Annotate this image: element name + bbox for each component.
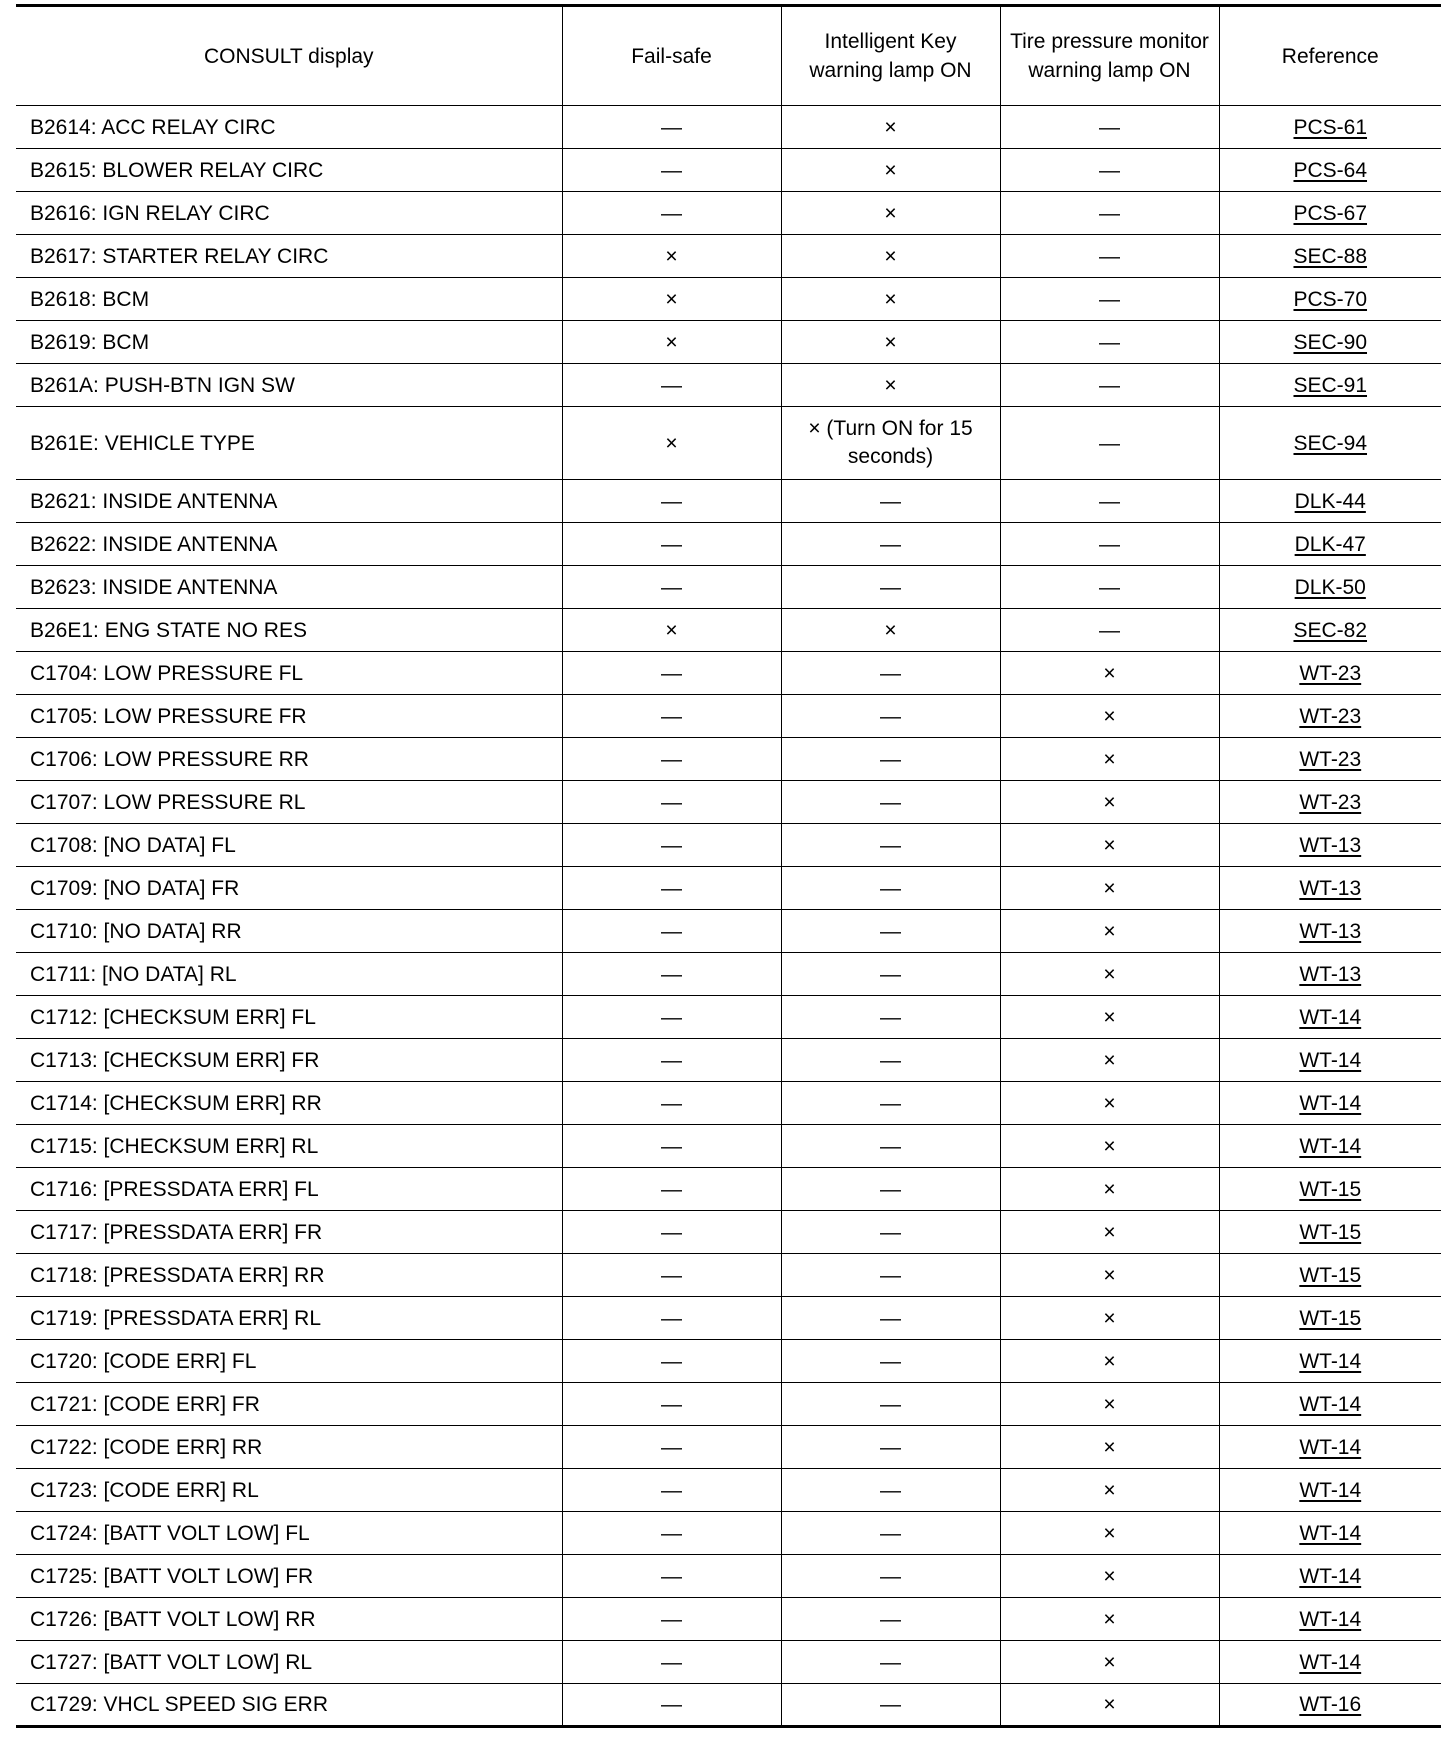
cell-fail-safe: —	[562, 652, 781, 695]
cell-intelligent-key: —	[781, 695, 1000, 738]
cell-reference[interactable]	[1219, 1512, 1441, 1555]
dtc-table	[16, 4, 1441, 1728]
cell-fail-safe: ×	[562, 235, 781, 278]
table-row	[16, 480, 1441, 523]
cell-tire-pressure: ×	[1000, 824, 1219, 867]
cell-tire-pressure: ×	[1000, 1039, 1219, 1082]
cell-tire-pressure: —	[1000, 235, 1219, 278]
cell-tire-pressure: —	[1000, 106, 1219, 149]
cell-consult-display: C1706: LOW PRESSURE RR	[16, 738, 562, 781]
cell-fail-safe: —	[562, 1512, 781, 1555]
table-row	[16, 609, 1441, 652]
table-row	[16, 321, 1441, 364]
table-row	[16, 695, 1441, 738]
cell-tire-pressure: ×	[1000, 1555, 1219, 1598]
cell-intelligent-key: —	[781, 781, 1000, 824]
cell-consult-display: C1729: VHCL SPEED SIG ERR	[16, 1684, 562, 1727]
table-row	[16, 106, 1441, 149]
cell-reference[interactable]	[1219, 1426, 1441, 1469]
cell-intelligent-key: —	[781, 1211, 1000, 1254]
cell-intelligent-key: —	[781, 566, 1000, 609]
cell-reference[interactable]	[1219, 566, 1441, 609]
cell-reference[interactable]	[1219, 480, 1441, 523]
cell-reference[interactable]	[1219, 1555, 1441, 1598]
cell-consult-display: C1723: [CODE ERR] RL	[16, 1469, 562, 1512]
cell-fail-safe: —	[562, 192, 781, 235]
reference-link[interactable]: WT-23	[1299, 747, 1362, 771]
reference-link[interactable]: WT-13	[1299, 833, 1362, 857]
cell-tire-pressure: ×	[1000, 1254, 1219, 1297]
cell-tire-pressure: ×	[1000, 953, 1219, 996]
reference-link[interactable]: WT-14	[1299, 1048, 1362, 1072]
reference-link[interactable]: WT-23	[1299, 704, 1362, 728]
table-row	[16, 1340, 1441, 1383]
reference-link[interactable]: PCS-64	[1293, 158, 1368, 182]
cell-intelligent-key: ×	[781, 106, 1000, 149]
cell-consult-display: C1724: [BATT VOLT LOW] FL	[16, 1512, 562, 1555]
cell-tire-pressure: —	[1000, 523, 1219, 566]
reference-link[interactable]: WT-13	[1299, 962, 1362, 986]
reference-link[interactable]: WT-15	[1299, 1263, 1362, 1287]
cell-intelligent-key: —	[781, 910, 1000, 953]
table-row	[16, 1598, 1441, 1641]
cell-consult-display: C1721: [CODE ERR] FR	[16, 1383, 562, 1426]
table-row	[16, 738, 1441, 781]
reference-link[interactable]: WT-14	[1299, 1435, 1362, 1459]
cell-reference[interactable]	[1219, 652, 1441, 695]
cell-tire-pressure: —	[1000, 407, 1219, 480]
cell-reference[interactable]	[1219, 910, 1441, 953]
cell-fail-safe: —	[562, 149, 781, 192]
header-fail-safe: Fail-safe	[562, 6, 781, 106]
cell-reference[interactable]	[1219, 1684, 1441, 1727]
cell-intelligent-key: —	[781, 824, 1000, 867]
cell-reference[interactable]	[1219, 781, 1441, 824]
cell-consult-display: C1718: [PRESSDATA ERR] RR	[16, 1254, 562, 1297]
cell-tire-pressure: ×	[1000, 910, 1219, 953]
cell-intelligent-key: —	[781, 1512, 1000, 1555]
cell-fail-safe: —	[562, 1555, 781, 1598]
table-row	[16, 781, 1441, 824]
reference-link[interactable]: WT-23	[1299, 661, 1362, 685]
reference-link[interactable]: WT-13	[1299, 919, 1362, 943]
reference-link[interactable]: DLK-44	[1294, 489, 1366, 513]
reference-link[interactable]: WT-14	[1299, 1349, 1362, 1373]
cell-reference[interactable]	[1219, 695, 1441, 738]
cell-consult-display: C1717: [PRESSDATA ERR] FR	[16, 1211, 562, 1254]
cell-fail-safe: —	[562, 1598, 781, 1641]
table-row	[16, 996, 1441, 1039]
cell-reference[interactable]	[1219, 1082, 1441, 1125]
table-row	[16, 235, 1441, 278]
reference-link[interactable]: WT-14	[1299, 1392, 1362, 1416]
header-intelligent-key: Intelligent Key warning lamp ON	[781, 6, 1000, 106]
table-row	[16, 149, 1441, 192]
cell-intelligent-key: —	[781, 996, 1000, 1039]
cell-reference[interactable]	[1219, 278, 1441, 321]
cell-reference[interactable]	[1219, 1039, 1441, 1082]
cell-intelligent-key: —	[781, 1340, 1000, 1383]
cell-intelligent-key: —	[781, 1297, 1000, 1340]
cell-intelligent-key: × (Turn ON for 15 seconds)	[781, 407, 1000, 480]
cell-fail-safe: —	[562, 1039, 781, 1082]
cell-reference[interactable]	[1219, 996, 1441, 1039]
cell-tire-pressure: ×	[1000, 781, 1219, 824]
cell-reference[interactable]	[1219, 192, 1441, 235]
cell-consult-display: B2619: BCM	[16, 321, 562, 364]
cell-reference[interactable]	[1219, 1469, 1441, 1512]
table-row	[16, 1383, 1441, 1426]
cell-tire-pressure: ×	[1000, 1211, 1219, 1254]
cell-tire-pressure: —	[1000, 364, 1219, 407]
cell-fail-safe: ×	[562, 609, 781, 652]
cell-fail-safe: ×	[562, 278, 781, 321]
cell-tire-pressure: ×	[1000, 738, 1219, 781]
table-row	[16, 278, 1441, 321]
cell-tire-pressure: ×	[1000, 695, 1219, 738]
table-row	[16, 523, 1441, 566]
cell-consult-display: B2614: ACC RELAY CIRC	[16, 106, 562, 149]
cell-consult-display: C1711: [NO DATA] RL	[16, 953, 562, 996]
cell-tire-pressure: ×	[1000, 1598, 1219, 1641]
cell-reference[interactable]	[1219, 1340, 1441, 1383]
cell-fail-safe: —	[562, 1082, 781, 1125]
reference-link[interactable]: WT-14	[1299, 1091, 1362, 1115]
reference-link[interactable]: PCS-70	[1293, 287, 1368, 311]
cell-intelligent-key: —	[781, 1684, 1000, 1727]
cell-consult-display: B2622: INSIDE ANTENNA	[16, 523, 562, 566]
cell-intelligent-key: —	[781, 1641, 1000, 1684]
table-row	[16, 1254, 1441, 1297]
table-row	[16, 867, 1441, 910]
table-row	[16, 192, 1441, 235]
header-reference: Reference	[1219, 6, 1441, 106]
cell-consult-display: C1715: [CHECKSUM ERR] RL	[16, 1125, 562, 1168]
cell-intelligent-key: —	[781, 867, 1000, 910]
table-row	[16, 824, 1441, 867]
cell-reference[interactable]	[1219, 1211, 1441, 1254]
cell-consult-display: B26E1: ENG STATE NO RES	[16, 609, 562, 652]
reference-link[interactable]: WT-23	[1299, 790, 1362, 814]
cell-intelligent-key: —	[781, 480, 1000, 523]
cell-tire-pressure: —	[1000, 278, 1219, 321]
cell-tire-pressure: ×	[1000, 1082, 1219, 1125]
reference-link[interactable]: WT-14	[1299, 1521, 1362, 1545]
cell-tire-pressure: ×	[1000, 867, 1219, 910]
cell-fail-safe: —	[562, 910, 781, 953]
table-row	[16, 1426, 1441, 1469]
cell-tire-pressure: —	[1000, 321, 1219, 364]
table-row	[16, 1641, 1441, 1684]
cell-tire-pressure: —	[1000, 480, 1219, 523]
table-row	[16, 1125, 1441, 1168]
cell-fail-safe: —	[562, 1383, 781, 1426]
cell-fail-safe: —	[562, 953, 781, 996]
cell-consult-display: C1719: [PRESSDATA ERR] RL	[16, 1297, 562, 1340]
reference-link[interactable]: WT-14	[1299, 1607, 1362, 1631]
table-row	[16, 652, 1441, 695]
cell-fail-safe: —	[562, 1469, 781, 1512]
reference-link[interactable]: WT-15	[1299, 1220, 1362, 1244]
cell-reference[interactable]	[1219, 1168, 1441, 1211]
cell-consult-display: C1714: [CHECKSUM ERR] RR	[16, 1082, 562, 1125]
cell-intelligent-key: —	[781, 738, 1000, 781]
cell-fail-safe: —	[562, 1684, 781, 1727]
cell-reference[interactable]	[1219, 407, 1441, 480]
cell-tire-pressure: ×	[1000, 1469, 1219, 1512]
cell-consult-display: C1707: LOW PRESSURE RL	[16, 781, 562, 824]
reference-link[interactable]: SEC-88	[1293, 244, 1368, 268]
header-row	[16, 6, 1441, 106]
cell-consult-display: C1710: [NO DATA] RR	[16, 910, 562, 953]
cell-reference[interactable]	[1219, 824, 1441, 867]
cell-consult-display: C1705: LOW PRESSURE FR	[16, 695, 562, 738]
cell-consult-display: C1704: LOW PRESSURE FL	[16, 652, 562, 695]
cell-tire-pressure: ×	[1000, 1426, 1219, 1469]
cell-intelligent-key: ×	[781, 192, 1000, 235]
cell-intelligent-key: ×	[781, 149, 1000, 192]
cell-intelligent-key: ×	[781, 278, 1000, 321]
table-row	[16, 1039, 1441, 1082]
cell-consult-display: C1708: [NO DATA] FL	[16, 824, 562, 867]
cell-reference[interactable]	[1219, 523, 1441, 566]
cell-fail-safe: —	[562, 824, 781, 867]
cell-fail-safe: —	[562, 1168, 781, 1211]
reference-link[interactable]: WT-15	[1299, 1177, 1362, 1201]
cell-intelligent-key: —	[781, 1383, 1000, 1426]
cell-consult-display: C1725: [BATT VOLT LOW] FR	[16, 1555, 562, 1598]
cell-fail-safe: —	[562, 523, 781, 566]
reference-link[interactable]: SEC-91	[1293, 373, 1368, 397]
cell-fail-safe: —	[562, 1211, 781, 1254]
cell-reference[interactable]	[1219, 953, 1441, 996]
cell-fail-safe: —	[562, 1340, 781, 1383]
reference-link[interactable]: DLK-47	[1294, 532, 1366, 556]
cell-reference[interactable]	[1219, 867, 1441, 910]
cell-fail-safe: —	[562, 867, 781, 910]
cell-reference[interactable]	[1219, 106, 1441, 149]
cell-intelligent-key: —	[781, 1254, 1000, 1297]
cell-consult-display: B2621: INSIDE ANTENNA	[16, 480, 562, 523]
cell-tire-pressure: ×	[1000, 1340, 1219, 1383]
cell-reference[interactable]	[1219, 609, 1441, 652]
reference-link[interactable]: DLK-50	[1294, 575, 1366, 599]
header-tire-pressure: Tire pressure monitor warning lamp ON	[1000, 6, 1219, 106]
cell-tire-pressure: ×	[1000, 1383, 1219, 1426]
cell-fail-safe: ×	[562, 407, 781, 480]
cell-intelligent-key: ×	[781, 321, 1000, 364]
cell-consult-display: B261E: VEHICLE TYPE	[16, 407, 562, 480]
cell-consult-display: C1726: [BATT VOLT LOW] RR	[16, 1598, 562, 1641]
reference-link[interactable]: WT-14	[1299, 1564, 1362, 1588]
table-row	[16, 1211, 1441, 1254]
cell-reference[interactable]	[1219, 738, 1441, 781]
cell-fail-safe: —	[562, 996, 781, 1039]
table-row	[16, 364, 1441, 407]
cell-fail-safe: —	[562, 1426, 781, 1469]
cell-tire-pressure: —	[1000, 609, 1219, 652]
cell-fail-safe: —	[562, 781, 781, 824]
table-row	[16, 1297, 1441, 1340]
table-row	[16, 1082, 1441, 1125]
cell-consult-display: C1727: [BATT VOLT LOW] RL	[16, 1641, 562, 1684]
reference-link[interactable]: SEC-90	[1293, 330, 1368, 354]
cell-fail-safe: —	[562, 1641, 781, 1684]
cell-intelligent-key: ×	[781, 364, 1000, 407]
cell-tire-pressure: ×	[1000, 1684, 1219, 1727]
cell-fail-safe: —	[562, 480, 781, 523]
cell-fail-safe: —	[562, 566, 781, 609]
cell-reference[interactable]	[1219, 321, 1441, 364]
reference-link[interactable]: SEC-94	[1293, 431, 1368, 455]
cell-fail-safe: —	[562, 1297, 781, 1340]
cell-reference[interactable]	[1219, 364, 1441, 407]
cell-intelligent-key: —	[781, 1082, 1000, 1125]
cell-tire-pressure: ×	[1000, 652, 1219, 695]
reference-link[interactable]: WT-14	[1299, 1650, 1362, 1674]
table-row	[16, 407, 1441, 480]
cell-reference[interactable]	[1219, 235, 1441, 278]
cell-consult-display: B2618: BCM	[16, 278, 562, 321]
cell-fail-safe: ×	[562, 321, 781, 364]
cell-tire-pressure: —	[1000, 192, 1219, 235]
cell-fail-safe: —	[562, 106, 781, 149]
reference-link[interactable]: WT-14	[1299, 1005, 1362, 1029]
table-row	[16, 953, 1441, 996]
cell-intelligent-key: —	[781, 1469, 1000, 1512]
cell-reference[interactable]	[1219, 1598, 1441, 1641]
cell-consult-display: C1712: [CHECKSUM ERR] FL	[16, 996, 562, 1039]
cell-reference[interactable]	[1219, 1641, 1441, 1684]
cell-tire-pressure: —	[1000, 149, 1219, 192]
cell-tire-pressure: ×	[1000, 1512, 1219, 1555]
cell-consult-display: C1713: [CHECKSUM ERR] FR	[16, 1039, 562, 1082]
cell-fail-safe: —	[562, 1125, 781, 1168]
cell-fail-safe: —	[562, 364, 781, 407]
reference-link[interactable]: WT-13	[1299, 876, 1362, 900]
cell-consult-display: B261A: PUSH-BTN IGN SW	[16, 364, 562, 407]
cell-tire-pressure: —	[1000, 566, 1219, 609]
cell-intelligent-key: ×	[781, 609, 1000, 652]
cell-tire-pressure: ×	[1000, 996, 1219, 1039]
table-row	[16, 910, 1441, 953]
cell-intelligent-key: —	[781, 1125, 1000, 1168]
reference-link[interactable]: WT-16	[1299, 1693, 1362, 1716]
cell-intelligent-key: —	[781, 953, 1000, 996]
cell-intelligent-key: —	[781, 1039, 1000, 1082]
cell-intelligent-key: —	[781, 1598, 1000, 1641]
table-row	[16, 1469, 1441, 1512]
cell-consult-display: B2616: IGN RELAY CIRC	[16, 192, 562, 235]
cell-intelligent-key: —	[781, 652, 1000, 695]
table-row	[16, 1555, 1441, 1598]
table-row	[16, 1512, 1441, 1555]
cell-intelligent-key: —	[781, 1555, 1000, 1598]
reference-link[interactable]: SEC-82	[1293, 618, 1368, 642]
cell-intelligent-key: —	[781, 1168, 1000, 1211]
cell-tire-pressure: ×	[1000, 1297, 1219, 1340]
cell-reference[interactable]	[1219, 149, 1441, 192]
cell-fail-safe: —	[562, 695, 781, 738]
reference-link[interactable]: WT-14	[1299, 1478, 1362, 1502]
table-row	[16, 1684, 1441, 1727]
reference-link[interactable]: WT-14	[1299, 1134, 1362, 1158]
cell-intelligent-key: —	[781, 1426, 1000, 1469]
reference-link[interactable]: WT-15	[1299, 1306, 1362, 1330]
table-row	[16, 1168, 1441, 1211]
cell-tire-pressure: ×	[1000, 1125, 1219, 1168]
table-row	[16, 566, 1441, 609]
cell-consult-display: C1716: [PRESSDATA ERR] FL	[16, 1168, 562, 1211]
cell-consult-display: B2617: STARTER RELAY CIRC	[16, 235, 562, 278]
cell-reference[interactable]	[1219, 1254, 1441, 1297]
cell-consult-display: C1720: [CODE ERR] FL	[16, 1340, 562, 1383]
cell-fail-safe: —	[562, 738, 781, 781]
reference-link[interactable]: PCS-61	[1293, 115, 1368, 139]
header-consult-display: CONSULT display	[16, 6, 562, 106]
cell-intelligent-key: ×	[781, 235, 1000, 278]
cell-fail-safe: —	[562, 1254, 781, 1297]
cell-reference[interactable]	[1219, 1383, 1441, 1426]
cell-tire-pressure: ×	[1000, 1168, 1219, 1211]
cell-consult-display: C1709: [NO DATA] FR	[16, 867, 562, 910]
reference-link[interactable]: PCS-67	[1293, 201, 1368, 225]
cell-consult-display: B2615: BLOWER RELAY CIRC	[16, 149, 562, 192]
cell-tire-pressure: ×	[1000, 1641, 1219, 1684]
cell-reference[interactable]	[1219, 1297, 1441, 1340]
cell-consult-display: B2623: INSIDE ANTENNA	[16, 566, 562, 609]
cell-consult-display: C1722: [CODE ERR] RR	[16, 1426, 562, 1469]
cell-intelligent-key: —	[781, 523, 1000, 566]
cell-reference[interactable]	[1219, 1125, 1441, 1168]
